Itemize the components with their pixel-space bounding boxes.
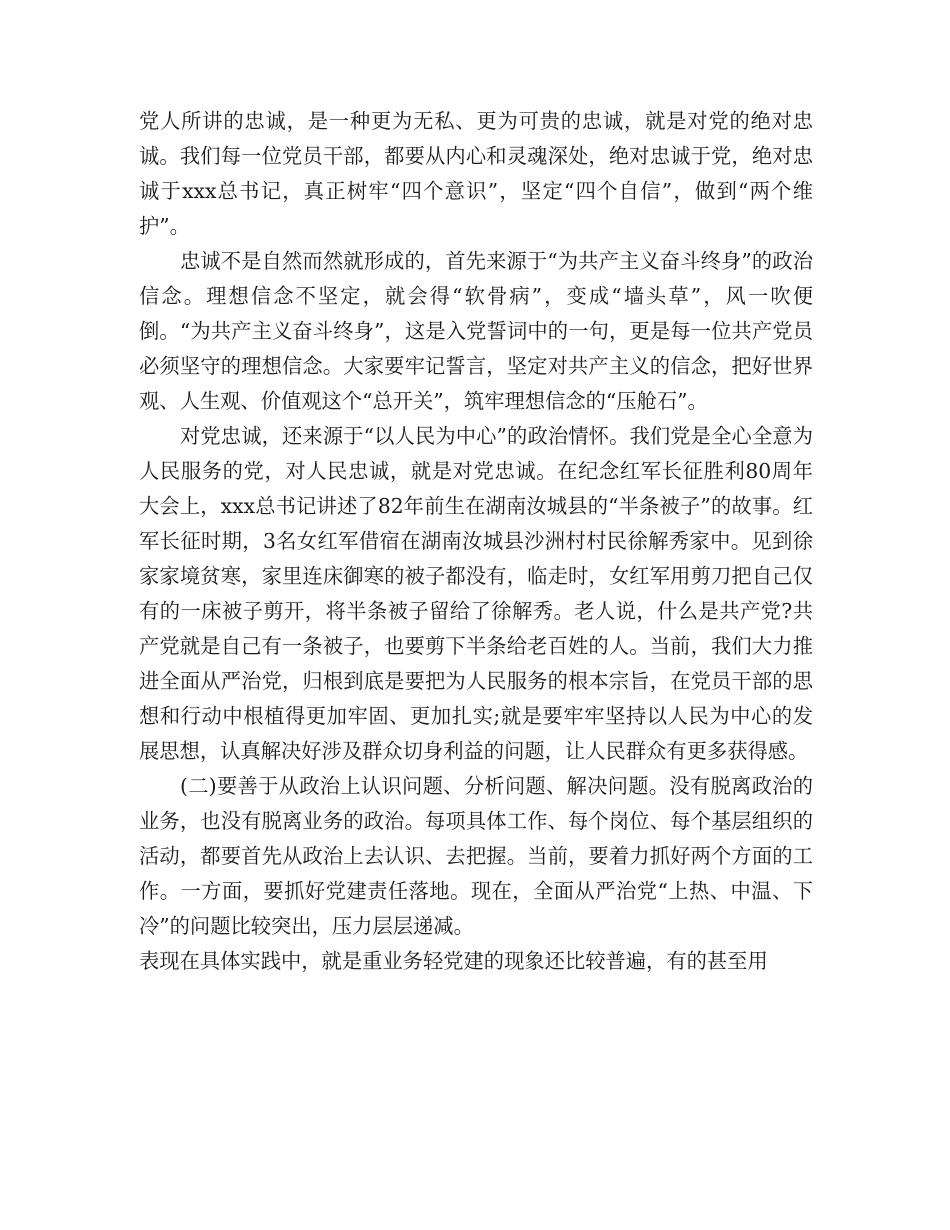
paragraph-2: 忠诚不是自然而然就形成的，首先来源于“为共产主义奋斗终身”的政治信念。理想信念不坚定，就会得“软骨病”，变成“墙头草”，风一吹便倒。“为共产主义奋斗终身”，这是入党誓词中的一句，更是每一位共产党员必须坚守的理想信念。大家要牢记誓言，坚定对共产主义的信念，把好世界观、人生观、价值观这个“总开关”，筑牢理想信念的“压舱石”。 [139, 249, 813, 413]
paragraph-1: 党人所讲的忠诚，是一种更为无私、更为可贵的忠诚，就是对党的绝对忠诚。我们每一位党员干部，都要从内心和灵魂深处，绝对忠诚于党，绝对忠诚于xxx总书记，真正树牢“四个意识”，坚定“四个自信”，做到“两个维护”。 [139, 109, 813, 238]
document-body [139, 104, 813, 979]
paragraph-4: (二)要善于从政治上认识问题、分析问题、解决问题。没有脱离政治的业务，也没有脱离业务的政治。每项具体工作、每个岗位、每个基层组织的活动，都要首先从政治上去认识、去把握。当前，要着力抓好两个方面的工作。一方面，要抓好党建责任落地。现在，全面从严治党“上热、中温、下冷”的问题比较突出，压力层层递减。 [139, 774, 813, 938]
paragraph-5: 表现在具体实践中，就是重业务轻党建的现象还比较普遍，有的甚至用 [139, 949, 768, 973]
paragraph-3: 对党忠诚，还来源于“以人民为中心”的政治情怀。我们党是全心全意为人民服务的党，对人民忠诚，就是对党忠诚。在纪念红军长征胜利80周年大会上，xxx总书记讲述了82年前生在湖南汝城县的“半条被子”的故事。红军长征时期，3名女红军借宿在湖南汝城县沙洲村村民徐解秀家中。见到徐家家境贫寒，家里连床御寒的被子都没有，临走时，女红军用剪刀把自己仅有的一床被子剪开，将半条被子留给了徐解秀。老人说，什么是共产党?共产党就是自己有一条被子，也要剪下半条给老百姓的人。当前，我们大力推进全面从严治党，归根到底是要把为人民服务的根本宗旨，在党员干部的思想和行动中根植得更加牢固、更加扎实;就是要牢牢坚持以人民为中心的发展思想，认真解决好涉及群众切身利益的问题，让人民群众有更多获得感。 [139, 424, 813, 763]
